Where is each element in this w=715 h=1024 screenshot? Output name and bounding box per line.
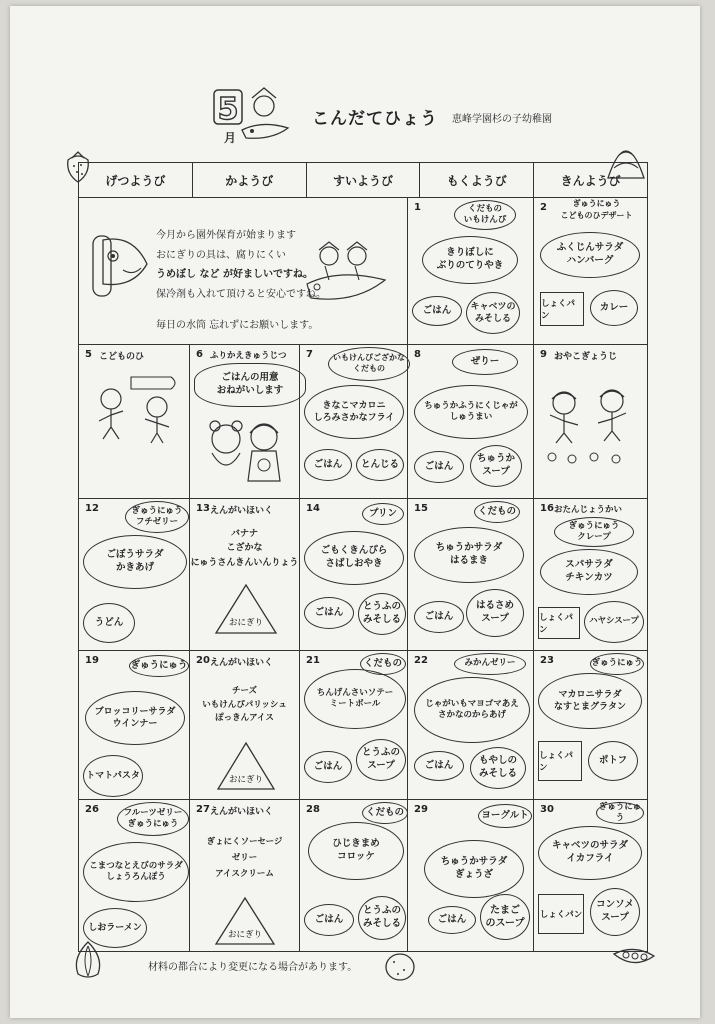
day-number: 7 [306,349,313,360]
day-number: 26 [85,804,99,815]
day-cell-13 [189,498,300,651]
notice-line-1: 今月から園外保育が始まります [156,230,296,241]
day-cell-6 [189,344,300,499]
dessert-oval: ぎゅうにゅう クレープ [554,517,634,547]
staple-oval: しおラーメン [83,908,147,948]
day-number: 9 [540,349,547,360]
weekday-wed: すいようび [307,163,421,197]
day-number: 6 [196,349,203,360]
onigiri-triangle [214,896,276,946]
dessert-oval: くだもの [362,802,408,824]
day-cell-15 [407,498,534,651]
weekday-mon: げつようび [79,163,193,197]
soup-oval: とうふの スープ [356,739,406,781]
day-cell-8 [407,344,534,499]
day-number: 20 [196,655,210,666]
day-number: 22 [414,655,428,666]
soup-oval: ちゅうか スープ [470,445,522,487]
event-label: ふりかえきゅうじつ [210,351,287,361]
day-number: 1 [414,202,421,213]
day-number: 27 [196,804,210,815]
main-dish-oval: ごもくきんぴら さばしおやき [304,531,404,585]
staple-oval: ごはん [412,296,462,326]
children-playing-illustration [87,373,183,445]
main-dish-oval: スパサラダ チキンカツ [540,549,638,595]
soup-oval: とんじる [356,449,404,481]
school-name: 恵峰学園杉の子幼稚園 [452,114,552,125]
main-dish-oval: きなこマカロニ しろみさかなフライ [304,385,404,439]
dessert-oval: ぎゅうにゅう フチゼリー [125,501,189,533]
event-label: おたんじょうかい [554,505,623,515]
soup-oval: とうふの みそしる [358,593,406,635]
day-number: 21 [306,655,320,666]
day-cell-7 [299,344,408,499]
day-number: 8 [414,349,421,360]
dessert-oval: くだもの [474,501,520,523]
day-number: 5 [85,349,92,360]
onigiri-label: おにぎり [228,618,264,628]
day-cell-1 [407,197,534,345]
day-cell-29 [407,799,534,952]
day-number: 16 [540,503,554,514]
main-dish-oval: キャベツのサラダ イカフライ [538,826,642,880]
main-dish-oval: こまつなとえびのサラダ しょうろんぽう [83,842,189,902]
event-label: えんがいほいく [210,506,274,516]
dessert-oval: ぜりー [452,349,518,375]
day-cell-12 [78,498,190,651]
day-number: 12 [85,503,99,514]
onigiri-label: おにぎり [227,930,263,940]
dessert-oval: ぎゅうにゅう [129,655,189,677]
notice-line-3: うめぼし など が好ましいですね。 [156,269,313,280]
day-cell-21 [299,650,408,800]
day-cell-2 [533,197,648,345]
dessert-oval: ぎゅうにゅう [590,653,644,675]
page-title: こんだてひょう [312,109,438,129]
koinobori-month-badge [212,86,292,146]
dessert-oval: ぎゅうにゅう [596,802,644,824]
main-dish-oval: ふくじんサラダ ハンバーグ [540,232,640,278]
event-label: えんがいほいく [210,658,274,668]
reminder-bubble: ごはんの用意 おねがいします [194,363,306,407]
day-cell-23 [533,650,648,800]
notice-line-4: 保冷剤も入れて頂けると安心ですね。 [156,288,326,300]
onigiri-triangle [214,583,278,635]
soup-oval: カレー [590,290,638,326]
excursion-items: ぎょにくソーセージ ゼリー アイスクリーム [206,837,283,880]
event-label: おやこぎょうじ [554,352,618,362]
dessert-oval: みかんゼリー [454,653,526,675]
dessert-oval: プリン [362,503,404,525]
main-dish-oval: ちゅうかサラダ はるまき [414,527,524,583]
bear-and-girl-illustration [204,417,290,489]
footer-note: 材料の都合により変更になる場合があります。 [148,962,358,973]
dessert-oval: くだもの いもけんぴ [454,200,516,230]
staple-oval: ごはん [304,904,354,936]
staple-oval: ごはん [304,597,354,629]
main-dish-oval: ちゅうかふうにくじゃが しゅうまい [414,385,528,439]
notice-line-2: おにぎりの具は、腐りにくい [156,249,286,261]
excursion-items: チーズ いもけんぴパリッシュ ぽっきんアイス [202,686,287,724]
day-cell-26 [78,799,190,952]
day-number: 29 [414,804,428,815]
bread-box: しょくパン [540,292,584,326]
main-dish-oval: ごぼうサラダ かきあげ [83,535,187,589]
main-dish-oval: ブロッコリーサラダ ウインナー [85,691,185,745]
staple-oval: うどん [83,603,135,643]
soup-oval: はるさめ スープ [466,589,524,637]
day-number: 14 [306,503,320,514]
dessert-text: ぎゅうにゅう こどものひデザート [560,199,633,220]
notice-text [156,226,326,304]
day-number: 15 [414,503,428,514]
month-unit: 月 [224,131,237,145]
day-cell-22 [407,650,534,800]
weekday-fri: きんようび [560,173,621,188]
soup-oval: もやしの みそしる [470,747,526,789]
soup-oval: コンソメ スープ [590,888,640,936]
staple-oval: ごはん [304,449,352,481]
day-number: 19 [85,655,99,666]
dessert-oval: くだもの [360,653,406,675]
dessert-oval: いもけんぴござかな くだもの [328,347,410,381]
day-number: 23 [540,655,554,666]
event-label: こどものひ [99,352,145,362]
notice-closing: 毎日の水筒 忘れずにお願いします。 [156,320,319,331]
main-dish-oval: マカロニサラダ なすとまグラタン [538,673,642,729]
onigiri-triangle [216,741,276,791]
soup-oval: ハヤシスープ [584,601,644,643]
main-dish-oval: きりぼしに ぶりのてりやき [422,236,518,284]
dessert-oval: ヨーグルト [478,804,532,828]
parent-child-event-illustration [538,379,642,469]
koinobori-illustration [89,230,151,300]
bread-box: しょくパン [538,607,580,639]
day-cell-30 [533,799,648,952]
day-cell-27 [189,799,300,952]
staple-oval: トマトパスタ [83,755,143,797]
day-cell-20 [189,650,300,800]
day-cell-9 [533,344,648,499]
onigiri-label: おにぎり [228,775,264,785]
main-dish-oval: じゃがいもマヨゴマあえ さかなのからあげ [414,677,530,743]
bread-box: しょくパン [538,894,584,934]
weekday-tue: かようび [193,163,307,197]
soup-oval: たまご のスープ [480,894,530,940]
day-number: 28 [306,804,320,815]
month-number: 5 [217,92,239,127]
weekday-thu: もくようび [420,163,534,197]
day-number: 2 [540,202,547,213]
soup-oval: ポトフ [588,741,638,781]
day-cell-14 [299,498,408,651]
potato-icon [382,950,418,984]
weekday-header [78,162,648,198]
main-dish-oval: ちんげんさいソテー ミートボール [304,669,406,729]
staple-oval: ごはん [414,751,464,781]
day-number: 30 [540,804,554,815]
day-number: 13 [196,503,210,514]
staple-oval: ごはん [428,906,476,934]
soup-oval: キャベツの みそしる [466,292,520,334]
day-cell-28 [299,799,408,952]
day-cell-16 [533,498,648,651]
day-cell-5 [78,344,190,499]
staple-oval: ごはん [414,451,464,483]
staple-oval: ごはん [304,751,352,783]
main-dish-oval: ちゅうかサラダ ぎょうざ [424,840,524,898]
soup-oval: とうふの みそしる [358,896,406,940]
day-cell-19 [78,650,190,800]
main-dish-oval: ひじきまめ コロッケ [308,822,404,880]
dessert-oval: フルーツゼリー ぎゅうにゅう [117,802,189,836]
excursion-items: バナナ こざかな にゅうさんきんいんりょう [190,529,299,568]
event-label: えんがいほいく [210,807,274,817]
staple-oval: ごはん [414,601,464,633]
bread-box: しょくパン [538,741,582,781]
